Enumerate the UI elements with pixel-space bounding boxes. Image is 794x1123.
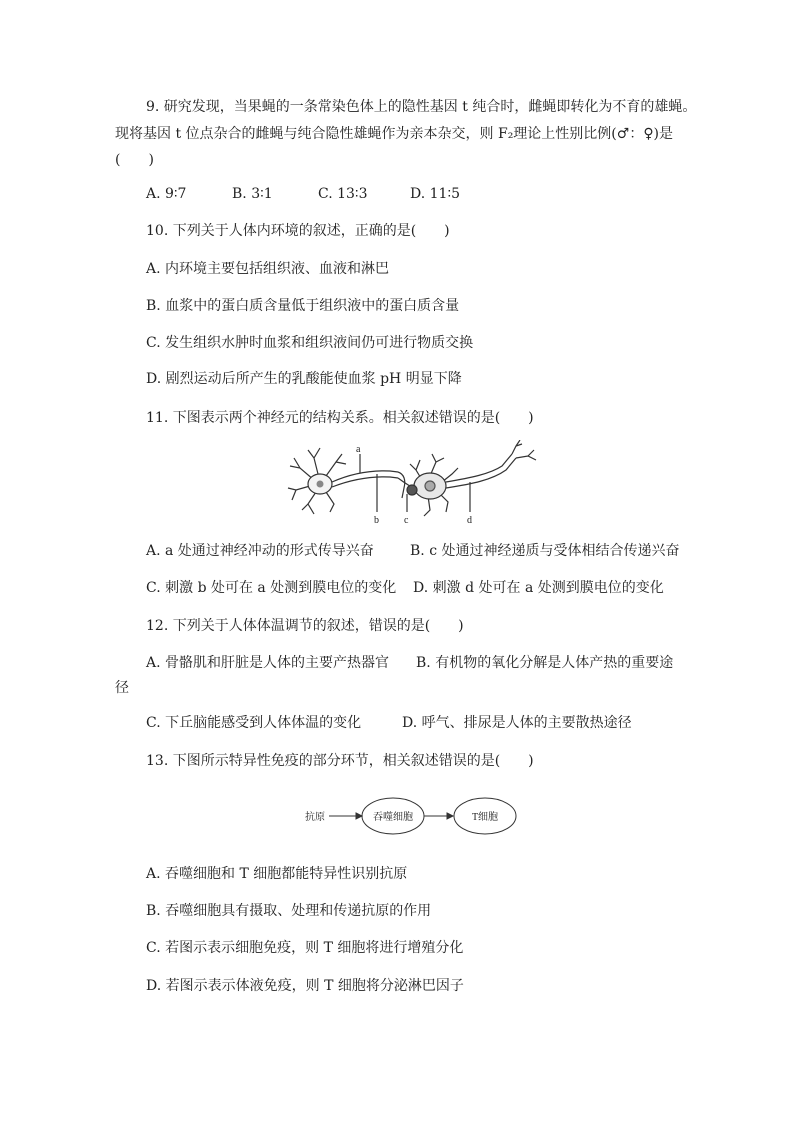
q12-option-c: C. 下丘脑能感受到人体体温的变化 [146,715,362,731]
q12-option-d: D. 呼气、排尿是人体的主要散热途径 [402,715,632,731]
q12-option-b-wrap: 径 [115,680,129,696]
q11-option-a: A. a 处通过神经冲动的形式传导兴奋 [146,543,374,559]
q10-option-c: C. 发生组织水肿时血浆和组织液间仍可进行物质交换 [146,335,474,351]
neuron1-dendrite [288,486,310,500]
tcell-label: T细胞 [471,812,499,823]
q9-option-a: A. 9∶7 [146,186,187,202]
q13-option-c: C. 若图示表示细胞免疫，则 T 细胞将进行增殖分化 [146,940,464,956]
q12-stem: 12. 下列关于人体体温调节的叙述，错误的是( ) [146,618,464,634]
q13-stem: 13. 下图所示特异性免疫的部分环节，相关叙述错误的是( ) [146,753,534,769]
neuron2-nucleus [425,481,435,491]
label-c: c [404,515,409,526]
q11-option-b: B. c 处通过神经递质与受体相结合传递兴奋 [410,543,680,559]
neuron1-dendrite [326,492,334,512]
neuron1-dendrite [326,454,346,476]
q11-stem: 11. 下图表示两个神经元的结构关系。相关叙述错误的是( ) [146,410,534,426]
q12-option-a: A. 骨骼肌和肝脏是人体的主要产热器官 [146,655,390,671]
neuron1-nucleus [317,481,324,488]
q9-option-b: B. 3∶1 [232,186,273,202]
q12-option-b: B. 有机物的氧化分解是人体产热的重要途 [416,655,674,671]
neuron2-axon [446,454,512,482]
q9-stem-line2: 现将基因 t 位点杂合的雌蝇与纯合隐性雄蝇作为亲本杂交，则 F₂理论上性别比例(♂：♀)是 [115,126,674,142]
label-a: a [356,444,361,455]
q11-option-d: D. 刺激 d 处可在 a 处测到膜电位的变化 [413,580,664,596]
label-b: b [374,515,379,526]
q10-stem: 10. 下列关于人体内环境的叙述，正确的是( ) [146,223,450,239]
neuron1-dendrite [308,448,320,474]
q9-stem-line3: ( ) [115,152,154,168]
neuron-diagram [280,440,550,530]
q10-option-a: A. 内环境主要包括组织液、血液和淋巴 [146,261,390,277]
label-d: d [467,515,472,526]
antigen-label: 抗原 [305,812,325,823]
q9-option-c: C. 13∶3 [318,186,368,202]
arrowhead [447,813,453,819]
q13-option-d: D. 若图示表示体液免疫，则 T 细胞将分泌淋巴因子 [146,978,464,994]
axon-terminal [398,472,405,498]
q10-option-b: B. 血浆中的蛋白质含量低于组织液中的蛋白质含量 [146,298,460,314]
q13-option-b: B. 吞噬细胞具有摄取、处理和传递抗原的作用 [146,903,432,919]
synapse-knob [407,485,417,495]
phagocyte-label: 吞噬细胞 [373,812,413,823]
neuron1-dendrite [302,492,316,514]
neuron2-terminal [516,450,536,460]
q9-stem-line1: 9. 研究发现，当果蝇的一条常染色体上的隐性基因 t 纯合时，雌蝇即转化为不育的雄蝇。 [146,99,697,115]
neuron2-terminal [512,440,522,454]
q13-option-a: A. 吞噬细胞和 T 细胞都能特异性识别抗原 [146,866,408,882]
q11-option-c: C. 刺激 b 处可在 a 处测到膜电位的变化 [146,580,397,596]
q9-option-d: D. 11∶5 [410,186,460,202]
neuron1-dendrite [290,458,314,480]
q10-option-d: D. 剧烈运动后所产生的乳酸能使血浆 pH 明显下降 [146,371,462,387]
arrowhead [356,813,362,819]
immunity-flow-diagram [300,794,530,840]
